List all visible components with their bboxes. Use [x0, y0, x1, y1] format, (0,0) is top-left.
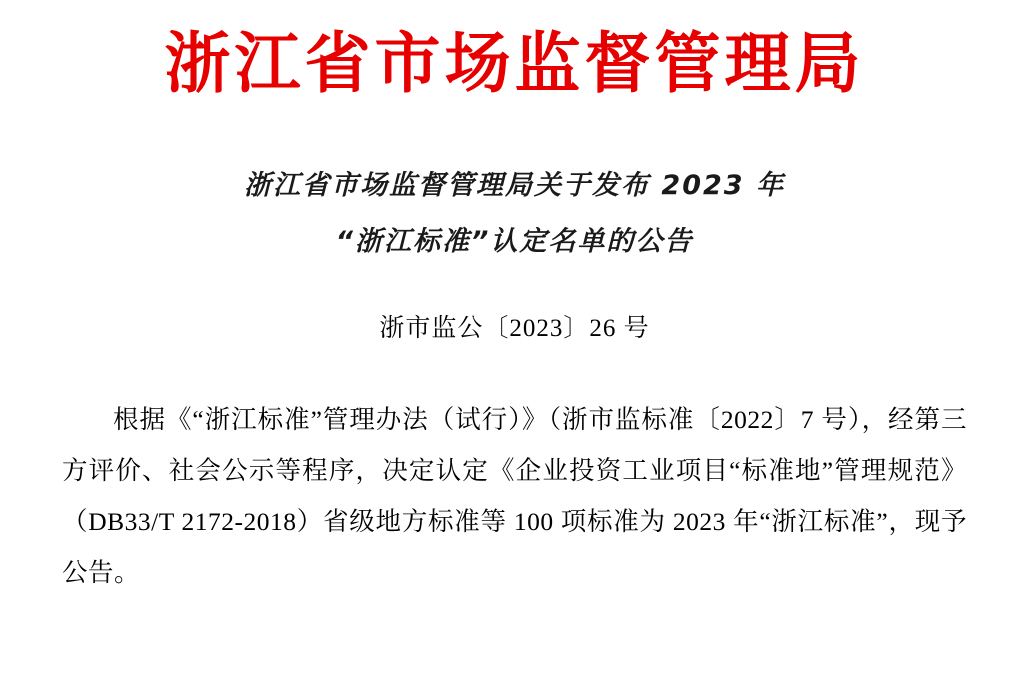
issuing-authority-title: 浙江省市场监督管理局: [164, 24, 865, 102]
masthead: [0, 0, 1029, 108]
document-title: [0, 158, 1029, 270]
document-title-line-2: “浙江标准”认定名单的公告: [335, 226, 694, 257]
body-paragraph: 根据《“浙江标准”管理办法（试行）》（浙市监标准〔2022〕7 号），经第三方评价、社会公示等程序，决定认定《企业投资工业项目“标准地”管理规范》（DB33/T 2172-2018）省级地方标准等 100 项标准为 2023 年“浙江标准”，现予公告。: [62, 405, 967, 587]
document-title-line-1: 浙江省市场监督管理局关于发布 2023 年: [244, 170, 785, 201]
document-body: [62, 394, 967, 598]
document-number: 浙市监公〔2023〕26 号: [379, 315, 650, 342]
